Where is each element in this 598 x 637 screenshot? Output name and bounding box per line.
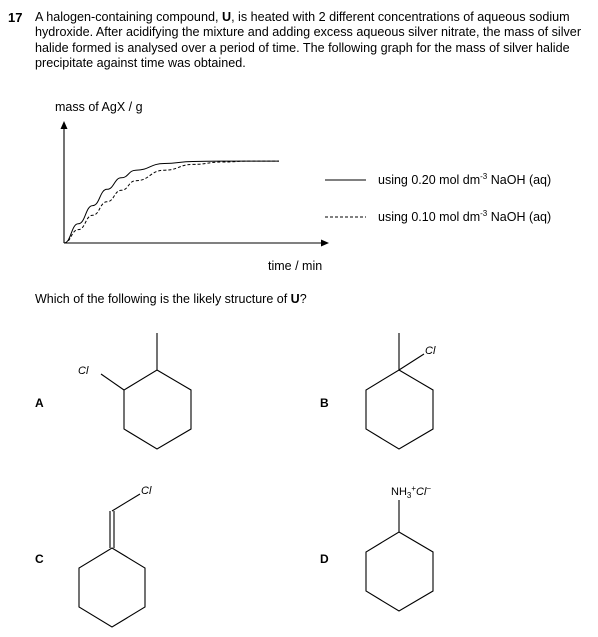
structure-a	[101, 333, 191, 449]
cl-bond-b	[399, 354, 424, 370]
stem-compound-u: U	[221, 10, 232, 24]
series-layer	[64, 161, 279, 243]
series-line-1	[64, 161, 279, 243]
structure-c	[79, 494, 145, 627]
cl-label-c: Cl	[141, 485, 152, 497]
option-a-letter[interactable]: A	[35, 396, 44, 410]
y-axis-arrow	[61, 121, 68, 129]
ring-b	[366, 370, 433, 449]
prompt-compound-u: U	[290, 292, 300, 306]
ammonium-label-d: $NH_3^+Cl^-$	[391, 484, 432, 500]
axes	[61, 121, 330, 247]
stem-text-c: , is heated with 2 different concentrations of aqueous sodium hydroxide. After acidifying the mixture and adding excess aqueous silver nitrate, the mass of silver halide formed is analysed over a period of time. The following graph for the mass of silver halide precipitate against time was obtained.	[35, 10, 582, 70]
y-axis-label: mass of AgX / g	[55, 100, 143, 114]
cl-label-b: Cl	[425, 345, 436, 357]
option-c-letter[interactable]: C	[35, 552, 44, 566]
ring-d	[366, 532, 433, 611]
series-line-0	[64, 161, 279, 243]
ch2cl-bond-c	[112, 494, 140, 511]
question-number: 17	[8, 10, 23, 25]
x-axis-label: time / min	[268, 259, 323, 273]
ring-a	[124, 370, 191, 449]
stem-text-a: A halogen-containing compound,	[35, 10, 222, 24]
legend-solid-label: using 0.20 mol $dm^{-3}$ NaOH (aq)	[378, 172, 552, 187]
cl-label-a: Cl	[78, 365, 89, 377]
option-b-letter[interactable]: B	[320, 396, 329, 410]
option-d-letter[interactable]: D	[320, 552, 329, 566]
legend	[325, 172, 551, 224]
legend-dashed-label: using 0.10 mol $dm^{-3}$ NaOH (aq)	[378, 209, 552, 224]
prompt: Which of the following is the likely structure of U?	[35, 292, 307, 306]
cl-bond-a	[101, 374, 124, 390]
ring-c	[79, 548, 145, 627]
structure-d	[366, 500, 433, 611]
structure-b	[366, 333, 433, 449]
x-axis-arrow	[321, 240, 329, 247]
